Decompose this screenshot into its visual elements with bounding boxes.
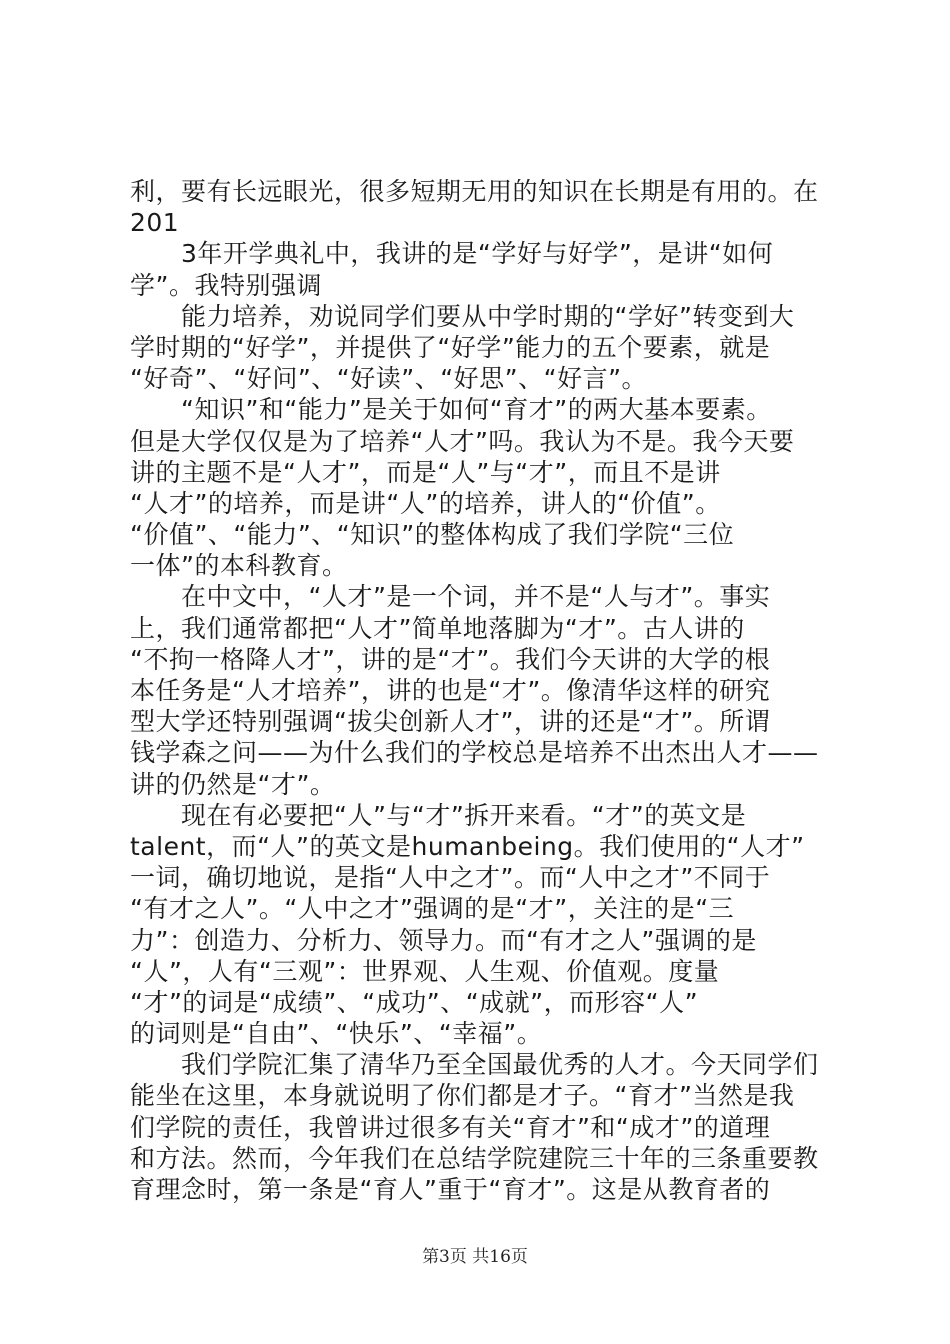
text-line: “不拘一格降人才”，讲的是“才”。我们今天讲的大学的根: [130, 644, 771, 674]
text-line: “人才”的培养，而是讲“人”的培养，讲人的“价值”。: [130, 488, 721, 518]
text-line: 的词则是“自由”、“快乐”、“幸福”。: [130, 1019, 543, 1049]
text-line: 201: [130, 208, 180, 238]
text-line: “有才之人”。“人中之才”强调的是“才”，关注的是“三: [130, 894, 735, 924]
text-line: 讲的主题不是“人才”，而是“人”与“才”，而且不是讲: [130, 457, 721, 487]
text-line: 一词，确切地说，是指“人中之才”。而“人中之才”不同于: [130, 863, 771, 893]
text-line: “知识”和“能力”是关于如何“育才”的两大基本要素。: [130, 395, 772, 425]
text-line: 力”：创造力、分析力、领导力。而“有才之人”强调的是: [130, 925, 757, 955]
text-line: 钱学森之问——为什么我们的学校总是培养不出杰出人才——: [130, 738, 819, 768]
text-line: “才”的词是“成绩”、“成功”、“成就”，而形容“人”: [130, 987, 699, 1017]
text-line: 能力培养，劝说同学们要从中学时期的“学好”转变到大: [130, 301, 795, 331]
text-line: 利，要有长远眼光，很多短期无用的知识在长期是有用的。在: [130, 177, 819, 206]
text-line: 学时期的“好学”，并提供了“好学”能力的五个要素，就是: [130, 332, 771, 362]
body-text: [130, 176, 835, 1205]
text-line: 我们学院汇集了清华乃至全国最优秀的人才。今天同学们: [130, 1050, 819, 1080]
text-line: 上，我们通常都把“人才”简单地落脚为“才”。古人讲的: [130, 613, 745, 643]
text-line: 一体”的本科教育。: [130, 551, 348, 581]
text-line: 讲的仍然是“才”。: [130, 769, 336, 799]
text-line: 们学院的责任，我曾讲过很多有关“育才”和“成才”的道理: [130, 1112, 771, 1142]
text-line: “好奇”、“好问”、“好读”、“好思”、“好言”。: [130, 364, 648, 394]
page-footer: 第3页 共16页: [422, 1247, 528, 1267]
text-line: 3年开学典礼中，我讲的是“学好与好学”，是讲“如何: [130, 239, 774, 269]
text-line: 育理念时，第一条是“育人”重于“育才”。这是从教育者的: [130, 1175, 771, 1204]
text-line: 现在有必要把“人”与“才”拆开来看。“才”的英文是: [130, 800, 747, 830]
text-line: “人”，人有“三观”：世界观、人生观、价值观。度量: [130, 956, 720, 986]
text-line: talent，而“人”的英文是humanbeing。我们使用的“人才”: [130, 831, 805, 861]
text-line: 和方法。然而，今年我们在总结学院建院三十年的三条重要教: [130, 1143, 819, 1173]
text-line: 能坐在这里，本身就说明了你们都是才子。“育才”当然是我: [130, 1081, 795, 1111]
text-line: 但是大学仅仅是为了培养“人才”吗。我认为不是。我今天要: [130, 426, 795, 456]
text-line: 学”。我特别强调: [130, 270, 322, 300]
text-line: 本任务是“人才培养”，讲的也是“才”。像清华这样的研究: [130, 676, 771, 705]
text-line: 在中文中，“人才”是一个词，并不是“人与才”。事实: [130, 582, 771, 612]
text-line: 型大学还特别强调“拔尖创新人才”，讲的还是“才”。所谓: [130, 707, 771, 737]
text-line: “价值”、“能力”、“知识”的整体构成了我们学院“三位: [130, 520, 735, 550]
